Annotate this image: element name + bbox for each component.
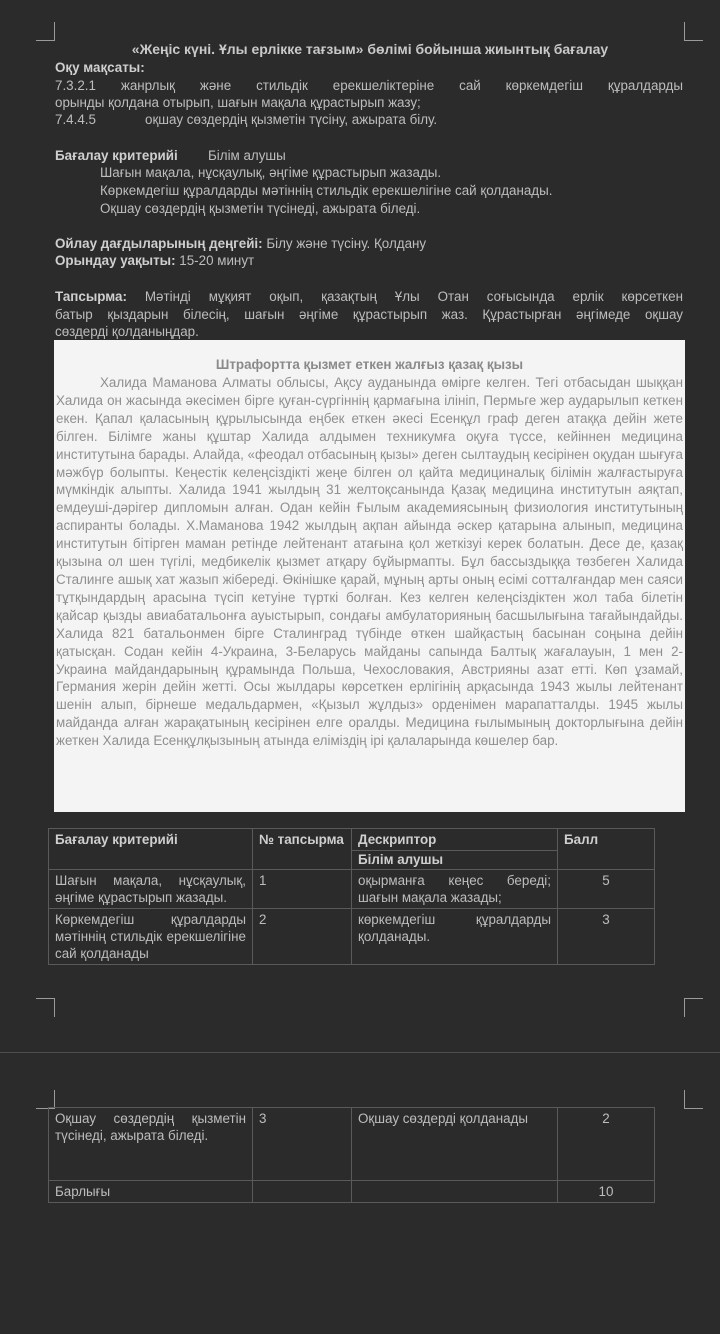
article-title: Штрафортта қызмет еткен жалғыз қазақ қызы	[215, 357, 524, 372]
task-line-3: сөздерді қолданыңдар.	[55, 324, 199, 339]
row-descriptor: Оқшау сөздерді қолданады	[352, 1108, 558, 1181]
row-criteria: Оқшау сөздердің қызметін түсінеді, ажырата біледі.	[49, 1108, 253, 1181]
article-body: Халида Маманова Алматы облысы, Ақсу ауданында өмірге келген. Тегі отбасыдан шыққан Халида он жасында әкесімен бірге қуған-сүргіннің қармағына ілініп, Пермьге жер аударылып кеткен екен. Қапал қаласының құрылысында еңбек еткен әкесі Есенқұл граф деген атаққа дейін жете білген. Білімге жаны құштар Халида алдымен техникумға оқуға түссе, кейіннен медицина институтына барады. Алайда, «феодал отбасының қызы» деген сылтаудың кесірінен оқудан шығуға мәжбүр болыпты. Кеңестік келеңсіздікті жеңе білген ол қайта медициналық білімін жалғастыруға мүмкіндік алыпты. Халида 1941 жылдың 31 желтоқсанында Қазақ медицина институтын аяқтап, емдеуші-дәрігер дипломын алған. Одан кейін Ғылым академиясының физиология институтының аспиранты болады. Х.Маманова 1942 жылдың ақпан айында әскер қатарына алынып, медицина институтын бітірген маман ретінде лейтенант атағына қол жеткізуі керек болатын. Десе де, қазақ қызына ол шен түгілі, медбикелік қызмет атқару бұйырмапты. Бұл бассыздыққа төзбеген Халида Сталинге ашық хат жазып жібереді. Өкінішке қарай, мұның арты оның есімі сотталғандар мен саяси тұтқындардың арасына түсіп кетуіне түрткі болған. Кез келген келеңсіздіктен жол таба білетін қайсар қызды авиабатальонға ауыстырып, сондағы амбулаторияның басшылығына тағайындайды. Халида 821 батальонмен бірге Сталинград түбінде өткен шайқастың басынан соңына дейін қатысқан. Содан кейін 4-Украина, 3-Беларусь майданы сапында Балтық жағалауын, 1 мен 2-Украина майдандарының құрамында Польша, Чехословакия, Австрияны азат етті. Көп ұзамай, Германия жерін дейін жетті. Осы жылдары көрсеткен ерлігінің арқасында 1943 жылы лейтенант шенін алып, бірнеше медальдармен, «Қызыл жұлдыз» орденімен марапатталды. 1945 жылы майданда алған жарақатының кесірінен елге оралды. Медицина ғылымының докторлығына дейін жеткен Халида Есенқұлқызының атында еліміздің ірі қалаларында көшелер бар.	[56, 375, 683, 749]
row-criteria: Көркемдегіш құралдарды мәтіннің стильдік ерекшелігіне сай қолданады	[49, 909, 253, 965]
page-corner-mark	[684, 22, 703, 41]
task-line-2: батыр қыздарын білесің, шағын әңгіме құрастырып жаз. Құрастырған әңгімеде оқшау	[55, 307, 683, 322]
criteria-item-2: Көркемдегіш құралдарды мәтіннің стильдік ерекшелігіне сай қолданады.	[100, 183, 553, 198]
table-row	[49, 1108, 655, 1181]
row-descriptor: көркемдегіш құралдарды қолданады.	[352, 909, 558, 965]
page-corner-mark	[36, 22, 55, 41]
row-task-number: 1	[253, 870, 352, 909]
total-empty-cell	[253, 1181, 352, 1203]
col-header-descriptor: Дескриптор	[352, 829, 558, 851]
criteria-who: Білім алушы	[208, 148, 286, 163]
row-score: 2	[558, 1108, 655, 1181]
task-label: Тапсырма:	[55, 289, 127, 304]
thinking-label: Ойлау дағдыларының деңгейі:	[55, 236, 263, 251]
total-empty-cell	[352, 1181, 558, 1203]
objective-2-code: 7.4.4.5	[55, 112, 96, 127]
table-row	[49, 909, 655, 965]
col-header-task-no: № тапсырма	[253, 829, 352, 870]
thinking-level	[55, 235, 683, 253]
total-row	[49, 1181, 655, 1203]
col-header-descriptor-sub: Білім алушы	[352, 851, 558, 870]
task-line-1	[55, 288, 683, 306]
row-task-number: 2	[253, 909, 352, 965]
objective-2-text: оқшау сөздердің қызметін түсіну, ажырата білу.	[145, 112, 438, 127]
total-label: Барлығы	[49, 1181, 253, 1203]
row-task-number: 3	[253, 1108, 352, 1181]
time-label: Орындау уақыты:	[55, 253, 176, 268]
page-corner-mark	[36, 998, 55, 1017]
page-separator	[0, 1052, 720, 1053]
thinking-value: Білу және түсіну. Қолдану	[266, 236, 427, 251]
criteria-item-1: Шағын мақала, нұсқаулық, әңгіме құрастырып жазады.	[100, 165, 442, 180]
col-header-score: Балл	[558, 829, 655, 870]
page-corner-mark	[684, 1090, 703, 1109]
page-title: «Жеңіс күні. Ұлы ерлікке тағзым» бөлімі бойынша жиынтық бағалау	[131, 41, 609, 57]
row-descriptor: оқырманға кеңес береді; шағын мақала жазады;	[352, 870, 558, 909]
criteria-item-3: Оқшау сөздердің қызметін түсінеді, ажырата біледі.	[100, 201, 421, 216]
row-score: 3	[558, 909, 655, 965]
col-header-criteria: Бағалау критерийі	[49, 829, 253, 870]
duration	[55, 252, 683, 270]
objective-1-line-1: 7.3.2.1 жанрлық және стильдік ерекшеліктеріне сай көркемдегіш құралдарды	[55, 78, 683, 93]
time-value: 15-20 минут	[179, 253, 255, 268]
objectives-label: Оқу мақсаты:	[55, 60, 145, 75]
assessment-table	[48, 828, 655, 965]
article-box	[54, 340, 685, 812]
row-score: 5	[558, 870, 655, 909]
objective-1-line-2: орынды қолдана отырып, шағын мақала құрастырып жазу;	[55, 95, 421, 110]
assessment-table-continued	[48, 1107, 655, 1203]
criteria-label: Бағалау критерийі	[55, 148, 178, 163]
table-row	[49, 870, 655, 909]
page-corner-mark	[684, 998, 703, 1017]
row-criteria: Шағын мақала, нұсқаулық, әңгіме құрастырып жазады.	[49, 870, 253, 909]
task-text-1: Мәтінді мұқият оқып, қазақтың Ұлы Отан соғысында ерлік көрсеткен	[144, 289, 683, 304]
total-value: 10	[558, 1181, 655, 1203]
